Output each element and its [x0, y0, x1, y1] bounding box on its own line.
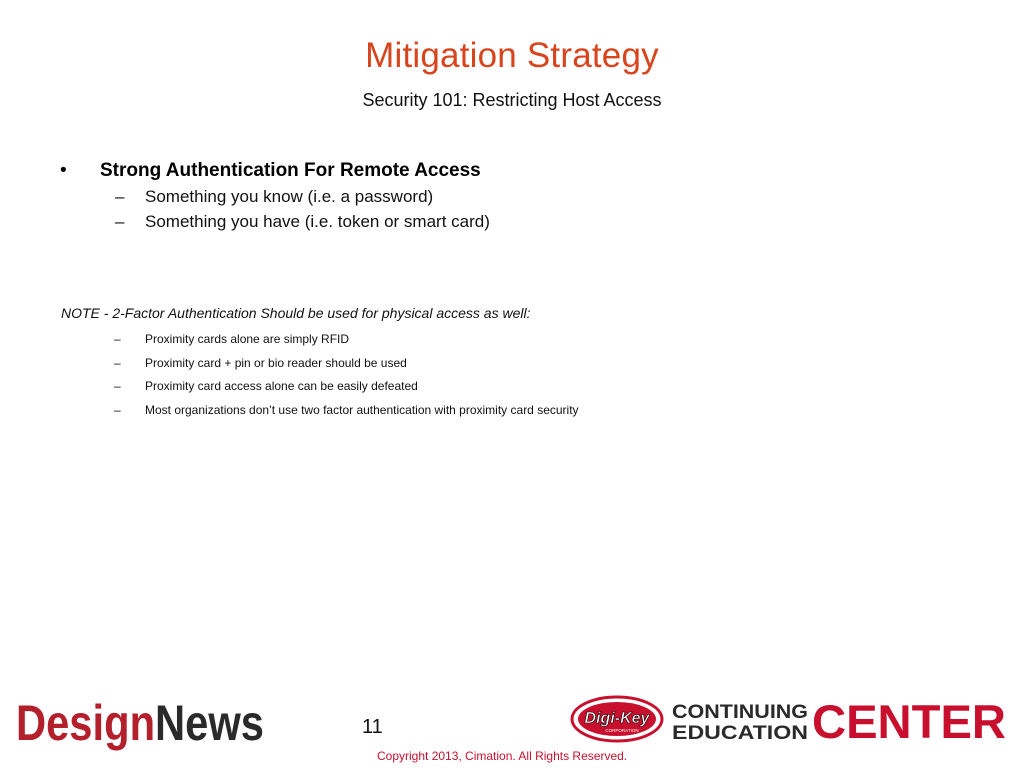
- center-logo: [812, 695, 1008, 748]
- logo-digikey-sub: CORPORATION: [605, 728, 639, 733]
- digikey-logo: [570, 694, 664, 744]
- sub-item-text: Something you know (i.e. a password): [145, 187, 434, 206]
- page-number: 11: [362, 716, 383, 738]
- main-bullet-text: Strong Authentication For Remote Access: [100, 160, 481, 181]
- slide-title: Mitigation Strategy: [365, 36, 659, 75]
- logo-digikey-text: Digi-Key: [584, 710, 650, 727]
- note-text: NOTE - 2-Factor Authentication Should be used for physical access as well:: [61, 305, 531, 321]
- note-item-text: Proximity cards alone are simply RFID: [145, 332, 350, 346]
- sub-item-text: Something you have (i.e. token or smart card): [145, 212, 490, 231]
- copyright: Copyright 2013, Cimation. All Rights Reserved.: [377, 749, 628, 763]
- designnews-logo: [16, 690, 286, 752]
- logo-ce-line2: EDUCATION: [672, 723, 808, 744]
- note-item-text: Proximity card + pin or bio reader should be used: [145, 356, 407, 370]
- dash-marker: –: [114, 332, 121, 346]
- note-item-text: Most organizations don’t use two factor authentication with proximity card security: [145, 403, 579, 417]
- dash-marker: –: [114, 403, 121, 417]
- dash-marker: –: [114, 356, 121, 370]
- dash-marker: –: [115, 187, 125, 206]
- logo-ce-line3: CENTER: [812, 695, 1006, 748]
- bullet-marker: •: [60, 160, 67, 181]
- slide-subtitle: Security 101: Restricting Host Access: [362, 90, 662, 110]
- dash-marker: –: [115, 212, 125, 231]
- logo-designnews-part-a: Design: [16, 695, 183, 751]
- logo-ce-line1: CONTINUING: [672, 702, 808, 723]
- continuing-education-logo: [672, 700, 810, 744]
- note-item-text: Proximity card access alone can be easily defeated: [145, 379, 418, 393]
- logo-designnews-part-b: News: [155, 695, 286, 751]
- dash-marker: –: [114, 379, 121, 393]
- svg-text:DesignNews: [16, 695, 286, 751]
